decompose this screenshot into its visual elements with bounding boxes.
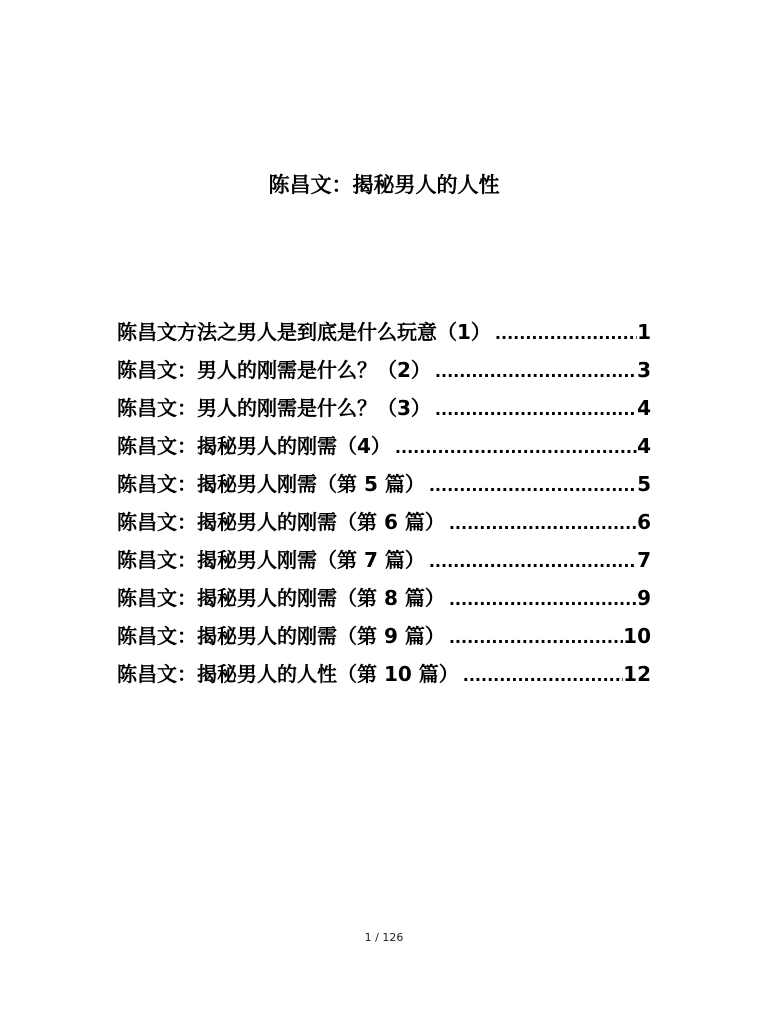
toc-entry[interactable] xyxy=(117,503,651,541)
toc-entry-title: 陈昌文方法之男人是到底是什么玩意（1） xyxy=(117,320,491,344)
toc-leader-dots xyxy=(429,467,637,505)
toc-entry-page: 1 xyxy=(637,320,651,344)
toc-entry[interactable] xyxy=(117,579,651,617)
toc-entry-page: 9 xyxy=(637,586,651,610)
toc-entry-title: 陈昌文：男人的刚需是什么？（2） xyxy=(117,358,431,382)
toc-entry-page: 5 xyxy=(637,472,651,496)
toc-leader-dots xyxy=(449,505,637,543)
toc-entry-title: 陈昌文：揭秘男人刚需（第 7 篇） xyxy=(117,548,425,572)
toc-entry-title: 陈昌文：揭秘男人的刚需（第 9 篇） xyxy=(117,624,445,648)
toc-entry-page: 4 xyxy=(637,434,651,458)
toc-entry[interactable] xyxy=(117,617,651,655)
toc-entry[interactable] xyxy=(117,427,651,465)
toc-entry-title: 陈昌文：男人的刚需是什么？（3） xyxy=(117,396,431,420)
toc-entry[interactable] xyxy=(117,655,651,693)
toc-entry-title: 陈昌文：揭秘男人的刚需（第 6 篇） xyxy=(117,510,445,534)
toc-entry-title: 陈昌文：揭秘男人的刚需（4） xyxy=(117,434,391,458)
toc-entry[interactable] xyxy=(117,465,651,503)
toc-leader-dots xyxy=(395,429,637,467)
toc-entry-page: 3 xyxy=(637,358,651,382)
toc-entry-page: 7 xyxy=(637,548,651,572)
toc-entry-page: 4 xyxy=(637,396,651,420)
toc-leader-dots xyxy=(463,657,623,695)
toc-leader-dots xyxy=(449,581,637,619)
toc-leader-dots xyxy=(449,619,623,657)
toc-entry-title: 陈昌文：揭秘男人的人性（第 10 篇） xyxy=(117,662,459,686)
toc-entry[interactable] xyxy=(117,313,651,351)
toc-entry-title: 陈昌文：揭秘男人刚需（第 5 篇） xyxy=(117,472,425,496)
toc-entry-page: 6 xyxy=(637,510,651,534)
table-of-contents xyxy=(117,313,651,693)
toc-entry[interactable] xyxy=(117,389,651,427)
toc-entry[interactable] xyxy=(117,351,651,389)
page-indicator: 1 / 126 xyxy=(364,931,404,944)
toc-entry-page: 10 xyxy=(623,624,651,648)
toc-leader-dots xyxy=(495,315,637,353)
toc-entry-title: 陈昌文：揭秘男人的刚需（第 8 篇） xyxy=(117,586,445,610)
toc-entry-page: 12 xyxy=(623,662,651,686)
toc-leader-dots xyxy=(435,391,637,429)
toc-entry[interactable] xyxy=(117,541,651,579)
toc-leader-dots xyxy=(429,543,637,581)
document-title: 陈昌文：揭秘男人的人性 xyxy=(268,173,500,197)
toc-leader-dots xyxy=(435,353,637,391)
